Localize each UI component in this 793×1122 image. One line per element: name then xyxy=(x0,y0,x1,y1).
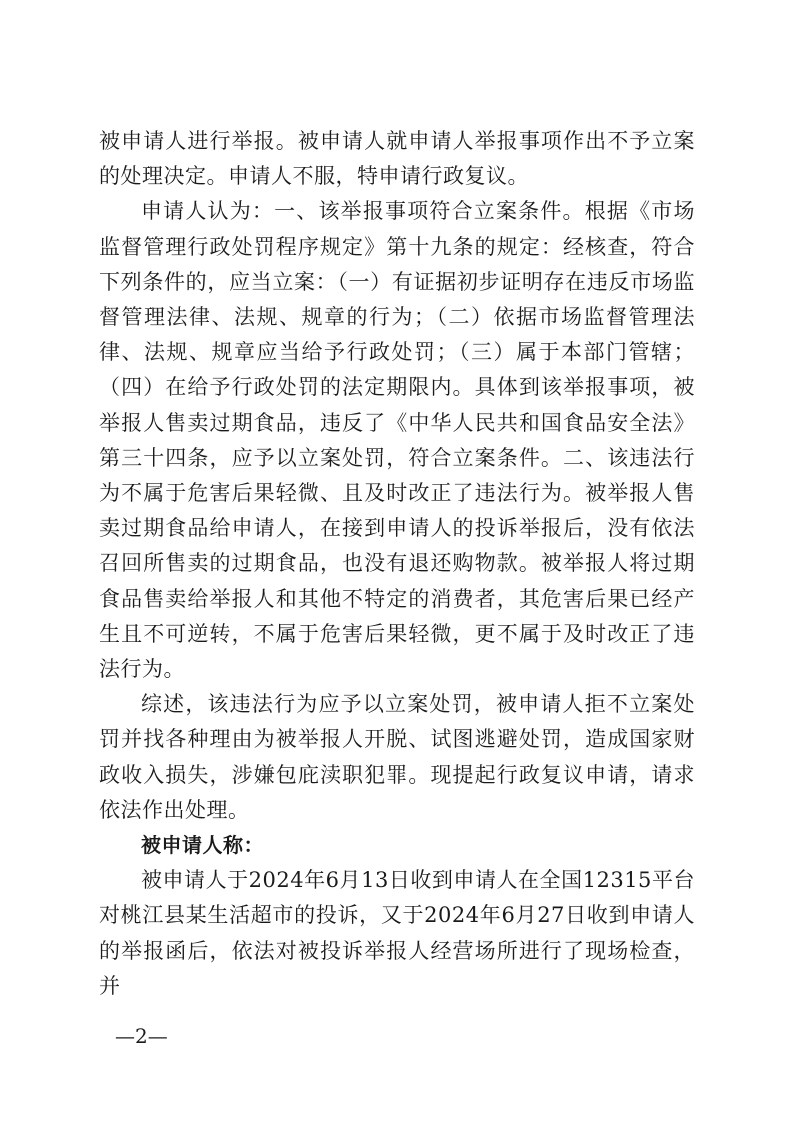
page-number: —2— xyxy=(115,1024,168,1048)
paragraph-applicant-argument: 申请人认为：一、该举报事项符合立案条件。根据《市场监督管理行政处罚程序规定》第十九条的规定：经核查，符合下列条件的，应当立案：（一）有证据初步证明存在违反市场监督管理法律、法规、规章的行为；（二）依据市场监督管理法律、法规、规章应当给予行政处罚；（三）属于本部门管辖；（四）在给予行政处罚的法定期限内。具体到该举报事项，被举报人售卖过期食品，违反了《中华人民共和国食品安全法》第三十四条，应予以立案处罚，符合立案条件。二、该违法行为不属于危害后果轻微、且及时改正了违法行为。被举报人售卖过期食品给申请人，在接到申请人的投诉举报后，没有依法召回所售卖的过期食品，也没有退还购物款。被举报人将过期食品售卖给举报人和其他不特定的消费者，其危害后果已经产生且不可逆转，不属于危害后果轻微，更不属于及时改正了违法行为。 xyxy=(99,199,695,682)
document-body xyxy=(99,124,695,1004)
paragraph-summary: 综述，该违法行为应予以立案处罚，被申请人拒不立案处罚并找各种理由为被举报人开脱、试图逃避处罚，造成国家财政收入损失，涉嫌包庇渎职犯罪。现提起行政复议申请，请求依法作出处理。 xyxy=(99,692,695,822)
paragraph-respondent-statement: 被申请人于2024年6月13日收到申请人在全国12315平台对桃江县某生活超市的投诉，又于2024年6月27日收到申请人的举报函后，依法对被投诉举报人经营场所进行了现场检查，并 xyxy=(99,868,695,998)
paragraph-continuation: 被申请人进行举报。被申请人就申请人举报事项作出不予立案的处理决定。申请人不服，特申请行政复议。 xyxy=(99,129,695,189)
section-heading-respondent: 被申请人称： xyxy=(141,833,264,858)
